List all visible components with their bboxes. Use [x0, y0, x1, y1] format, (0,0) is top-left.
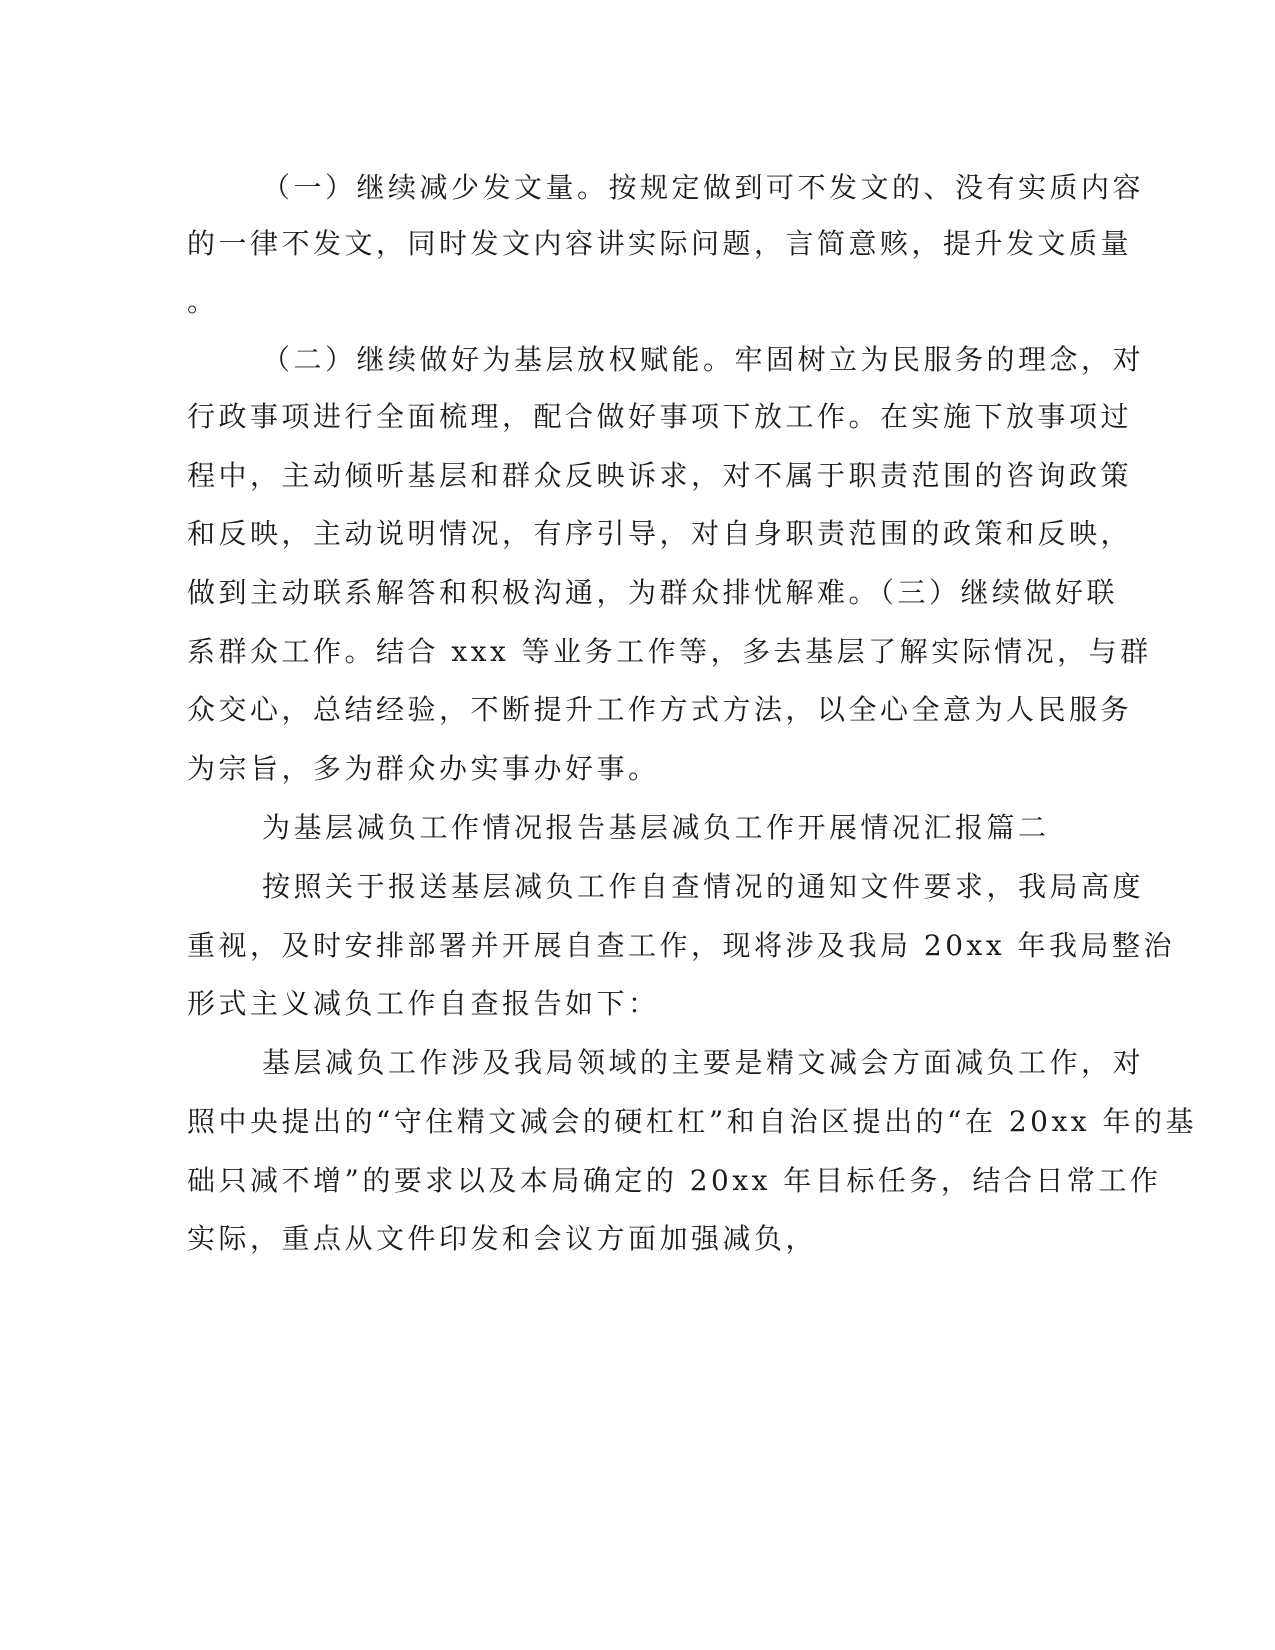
section-heading: 为基层减负工作情况报告基层减负工作开展情况汇报篇二 [262, 811, 1050, 844]
paragraph-3-line-1: 按照关于报送基层减负工作自查情况的通知文件要求，我局高度 [262, 870, 1145, 903]
paragraph-2-line-4: 和反映，主动说明情况，有序引导，对自身职责范围的政策和反映， [187, 517, 1133, 550]
paragraph-2-line-3: 程中，主动倾听基层和群众反映诉求，对不属于职责范围的咨询政策 [187, 459, 1133, 492]
paragraph-1-line-2: 的一律不发文，同时发文内容讲实际问题，言简意赅，提升发文质量 [187, 227, 1133, 260]
paragraph-3-line-2: 重视，及时安排部署并开展自查工作，现将涉及我局 20xx 年我局整治 [187, 929, 1176, 962]
paragraph-1-line-3: 。 [187, 285, 219, 318]
paragraph-2-line-5: 做到主动联系解答和积极沟通，为群众排忧解难。（三）继续做好联 [187, 576, 1119, 609]
paragraph-2-line-8: 为宗旨，多为群众办实事办好事。 [187, 752, 660, 785]
paragraph-2-line-7: 众交心，总结经验，不断提升工作方式方法，以全心全意为人民服务 [187, 693, 1133, 726]
paragraph-4-line-2: 照中央提出的“守住精文减会的硬杠杠”和自治区提出的“在 20xx 年的基 [187, 1105, 1197, 1138]
paragraph-3-line-3: 形式主义减负工作自查报告如下： [187, 987, 660, 1020]
paragraph-4-line-1: 基层减负工作涉及我局领域的主要是精文减会方面减负工作，对 [262, 1046, 1145, 1079]
paragraph-1-line-1: （一）继续减少发文量。按规定做到可不发文的、没有实质内容 [262, 171, 1145, 204]
paragraph-2-line-6: 系群众工作。结合 xxx 等业务工作等，多去基层了解实际情况，与群 [187, 635, 1152, 668]
paragraph-4-line-4: 实际，重点从文件印发和会议方面加强减负， [187, 1222, 818, 1255]
paragraph-2-line-2: 行政事项进行全面梳理，配合做好事项下放工作。在实施下放事项过 [187, 400, 1133, 433]
paragraph-2-line-1: （二）继续做好为基层放权赋能。牢固树立为民服务的理念，对 [262, 343, 1145, 376]
paragraph-4-line-3: 础只减不增”的要求以及本局确定的 20xx 年目标任务，结合日常工作 [187, 1164, 1162, 1197]
